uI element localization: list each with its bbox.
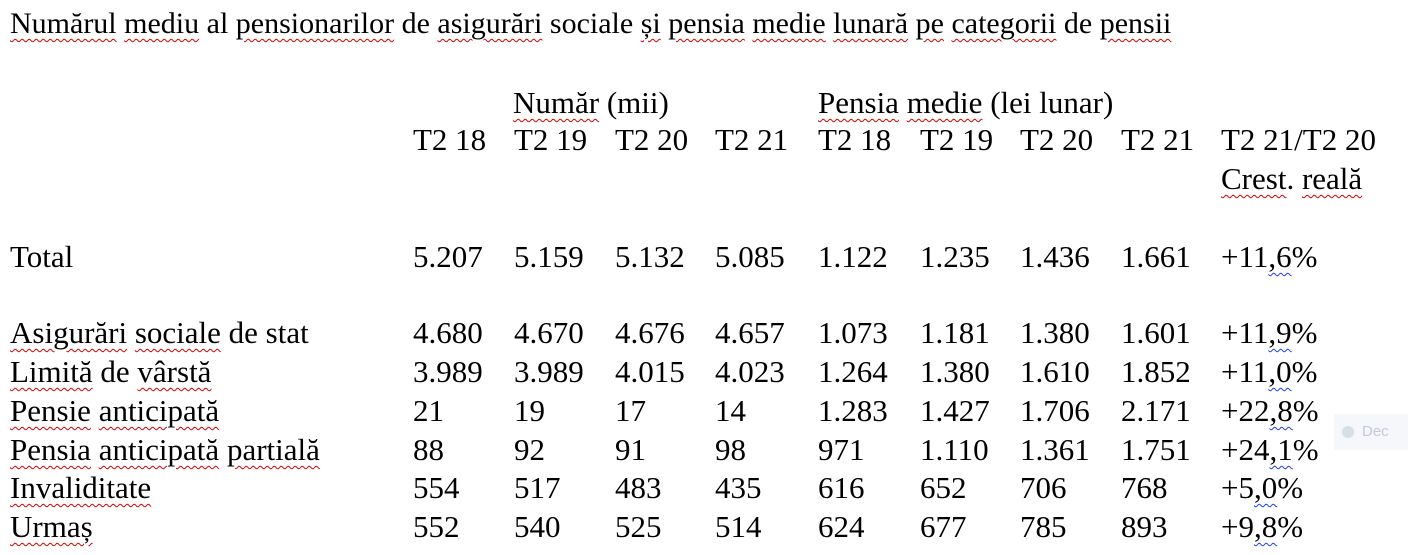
table-cell: 92 — [514, 432, 545, 467]
column-header: T2 20 — [1020, 122, 1094, 157]
row-label — [10, 508, 93, 546]
row-label-part: Asigurări — [10, 315, 128, 350]
table-cell: 971 — [818, 432, 865, 467]
row-label-part: anticipată — [98, 393, 220, 428]
growth-percent: % — [1292, 393, 1319, 428]
table-cell: 1.380 — [920, 354, 990, 389]
growth-sign-int: +5 — [1221, 470, 1254, 505]
table-cell: 3.989 — [413, 354, 483, 389]
table-cell: 1.122 — [818, 239, 888, 274]
row-label-part: Pensia — [10, 432, 91, 467]
growth-decimal: ,0 — [1253, 470, 1278, 505]
column-header: T2 18 — [413, 122, 487, 157]
title-word: pensii — [1099, 7, 1172, 40]
table-cell: 1.706 — [1020, 393, 1090, 428]
title-word: mediu — [124, 7, 200, 40]
page-title: Numărul mediu al pensionarilor de asigurări sociale și pensia medie lunară pe categorii de pensii — [10, 7, 1172, 40]
status-dot-icon — [1342, 426, 1354, 438]
header-group-pensia: Pensia medie (lei lunar) — [818, 85, 1114, 120]
table-cell: 91 — [615, 432, 646, 467]
row-label-part: Pensie — [10, 393, 91, 428]
header-group-numar: Număr (mii) — [513, 85, 669, 120]
table-cell: 652 — [920, 470, 967, 505]
growth-cell — [1221, 431, 1319, 469]
row-label — [10, 392, 219, 430]
row-label-part: partială — [226, 432, 320, 467]
column-header: T2 21/T2 20 — [1221, 122, 1376, 157]
table-cell: 19 — [514, 393, 545, 428]
growth-sign-int: +9 — [1221, 509, 1254, 544]
table-cell: 4.680 — [413, 315, 483, 350]
table-cell: 1.661 — [1121, 239, 1191, 274]
table-cell: 706 — [1020, 470, 1067, 505]
table-cell: 1.235 — [920, 239, 990, 274]
growth-cell — [1221, 469, 1303, 507]
growth-cell — [1221, 392, 1319, 430]
table-cell: 5.085 — [715, 239, 785, 274]
growth-decimal: ,6 — [1268, 239, 1292, 274]
floating-tooltip: Dec — [1334, 414, 1408, 450]
table-cell: 98 — [715, 432, 746, 467]
growth-cell — [1221, 238, 1317, 276]
growth-decimal: ,0 — [1268, 354, 1292, 389]
table-cell: 1.610 — [1020, 354, 1090, 389]
table-cell: 677 — [920, 509, 967, 544]
table-cell: 1.181 — [920, 315, 990, 350]
table-cell: 1.264 — [818, 354, 888, 389]
title-word: categorii — [951, 7, 1057, 40]
table-cell: 1.601 — [1121, 315, 1191, 350]
table-cell: 514 — [715, 509, 762, 544]
table-cell: 554 — [413, 470, 460, 505]
column-header: T2 21 — [1121, 122, 1195, 157]
column-header: T2 18 — [818, 122, 892, 157]
table-cell: 552 — [413, 509, 460, 544]
row-label-part: de stat — [220, 315, 309, 350]
table-cell: 5.159 — [514, 239, 584, 274]
table-cell: 5.207 — [413, 239, 483, 274]
growth-percent: % — [1277, 509, 1304, 544]
row-label-part: Limită — [10, 354, 93, 389]
table-cell: 785 — [1020, 509, 1067, 544]
row-label — [10, 431, 320, 469]
row-label — [10, 238, 73, 276]
growth-decimal: ,1 — [1269, 432, 1293, 467]
growth-cell — [1221, 314, 1317, 352]
table-cell: 1.751 — [1121, 432, 1191, 467]
title-word: asigurări — [437, 7, 543, 40]
column-header: T2 19 — [920, 122, 994, 157]
table-cell: 14 — [715, 393, 746, 428]
table-cell: 4.676 — [615, 315, 685, 350]
title-word: pensionarilor — [235, 7, 395, 40]
table-cell: 4.015 — [615, 354, 685, 389]
row-label — [10, 469, 151, 507]
growth-cell — [1221, 508, 1303, 546]
growth-decimal: ,8 — [1269, 393, 1293, 428]
table-cell: 2.171 — [1121, 393, 1191, 428]
table-cell: 517 — [514, 470, 561, 505]
title-word: pe — [915, 7, 944, 40]
growth-cell — [1221, 353, 1317, 391]
growth-sign-int: +11 — [1221, 239, 1269, 274]
table-cell: 1.283 — [818, 393, 888, 428]
title-word: lunară — [833, 7, 909, 40]
growth-sign-int: +11 — [1221, 315, 1269, 350]
row-label-part — [219, 432, 227, 467]
table-cell: 4.670 — [514, 315, 584, 350]
title-word: Numărul — [10, 7, 117, 40]
table-cell: 768 — [1121, 470, 1168, 505]
title-word: și — [640, 7, 661, 40]
row-label-part: anticipată — [98, 432, 220, 467]
growth-sign-int: +22 — [1221, 393, 1270, 428]
column-header: T2 20 — [615, 122, 689, 157]
table-cell: 17 — [615, 393, 646, 428]
table-cell: 616 — [818, 470, 865, 505]
row-label — [10, 353, 211, 391]
table-cell: 4.657 — [715, 315, 785, 350]
column-header: T2 21 — [715, 122, 789, 157]
growth-percent: % — [1291, 354, 1318, 389]
table-cell: 893 — [1121, 509, 1168, 544]
row-label-part — [91, 432, 99, 467]
growth-percent: % — [1291, 239, 1318, 274]
growth-sign-int: +11 — [1221, 354, 1269, 389]
table-cell: 3.989 — [514, 354, 584, 389]
growth-decimal: ,8 — [1253, 509, 1278, 544]
table-cell: 4.023 — [715, 354, 785, 389]
growth-percent: % — [1292, 432, 1319, 467]
growth-sign-int: +24 — [1221, 432, 1270, 467]
row-label-part — [127, 315, 135, 350]
table-cell: 624 — [818, 509, 865, 544]
table-cell: 1.380 — [1020, 315, 1090, 350]
table-cell: 21 — [413, 393, 444, 428]
table-cell: 1.427 — [920, 393, 990, 428]
row-label-part: sociale — [134, 315, 221, 350]
row-label-part: vârstă — [137, 354, 212, 389]
row-label-part: Invaliditate — [10, 470, 152, 505]
table-cell: 540 — [514, 509, 561, 544]
row-label-part: Urmaș — [10, 509, 93, 544]
table-cell: 1.436 — [1020, 239, 1090, 274]
table-cell: 435 — [715, 470, 762, 505]
growth-percent: % — [1291, 315, 1318, 350]
table-cell: 1.852 — [1121, 354, 1191, 389]
growth-decimal: ,9 — [1268, 315, 1292, 350]
table-cell: 1.110 — [920, 432, 989, 467]
growth-percent: % — [1277, 470, 1304, 505]
table-cell: 88 — [413, 432, 444, 467]
row-label-part — [91, 393, 99, 428]
table-cell: 1.361 — [1020, 432, 1090, 467]
table-cell: 1.073 — [818, 315, 888, 350]
row-label — [10, 314, 309, 352]
column-header: T2 19 — [514, 122, 588, 157]
table-cell: 5.132 — [615, 239, 685, 274]
row-label-part: Total — [10, 239, 74, 274]
title-word: medie — [752, 7, 826, 40]
row-label-part: de — [92, 354, 138, 389]
header-growth-label: Crest. reală — [1221, 161, 1363, 196]
table-cell: 525 — [615, 509, 662, 544]
table-cell: 483 — [615, 470, 662, 505]
title-word: pensia — [668, 7, 745, 40]
